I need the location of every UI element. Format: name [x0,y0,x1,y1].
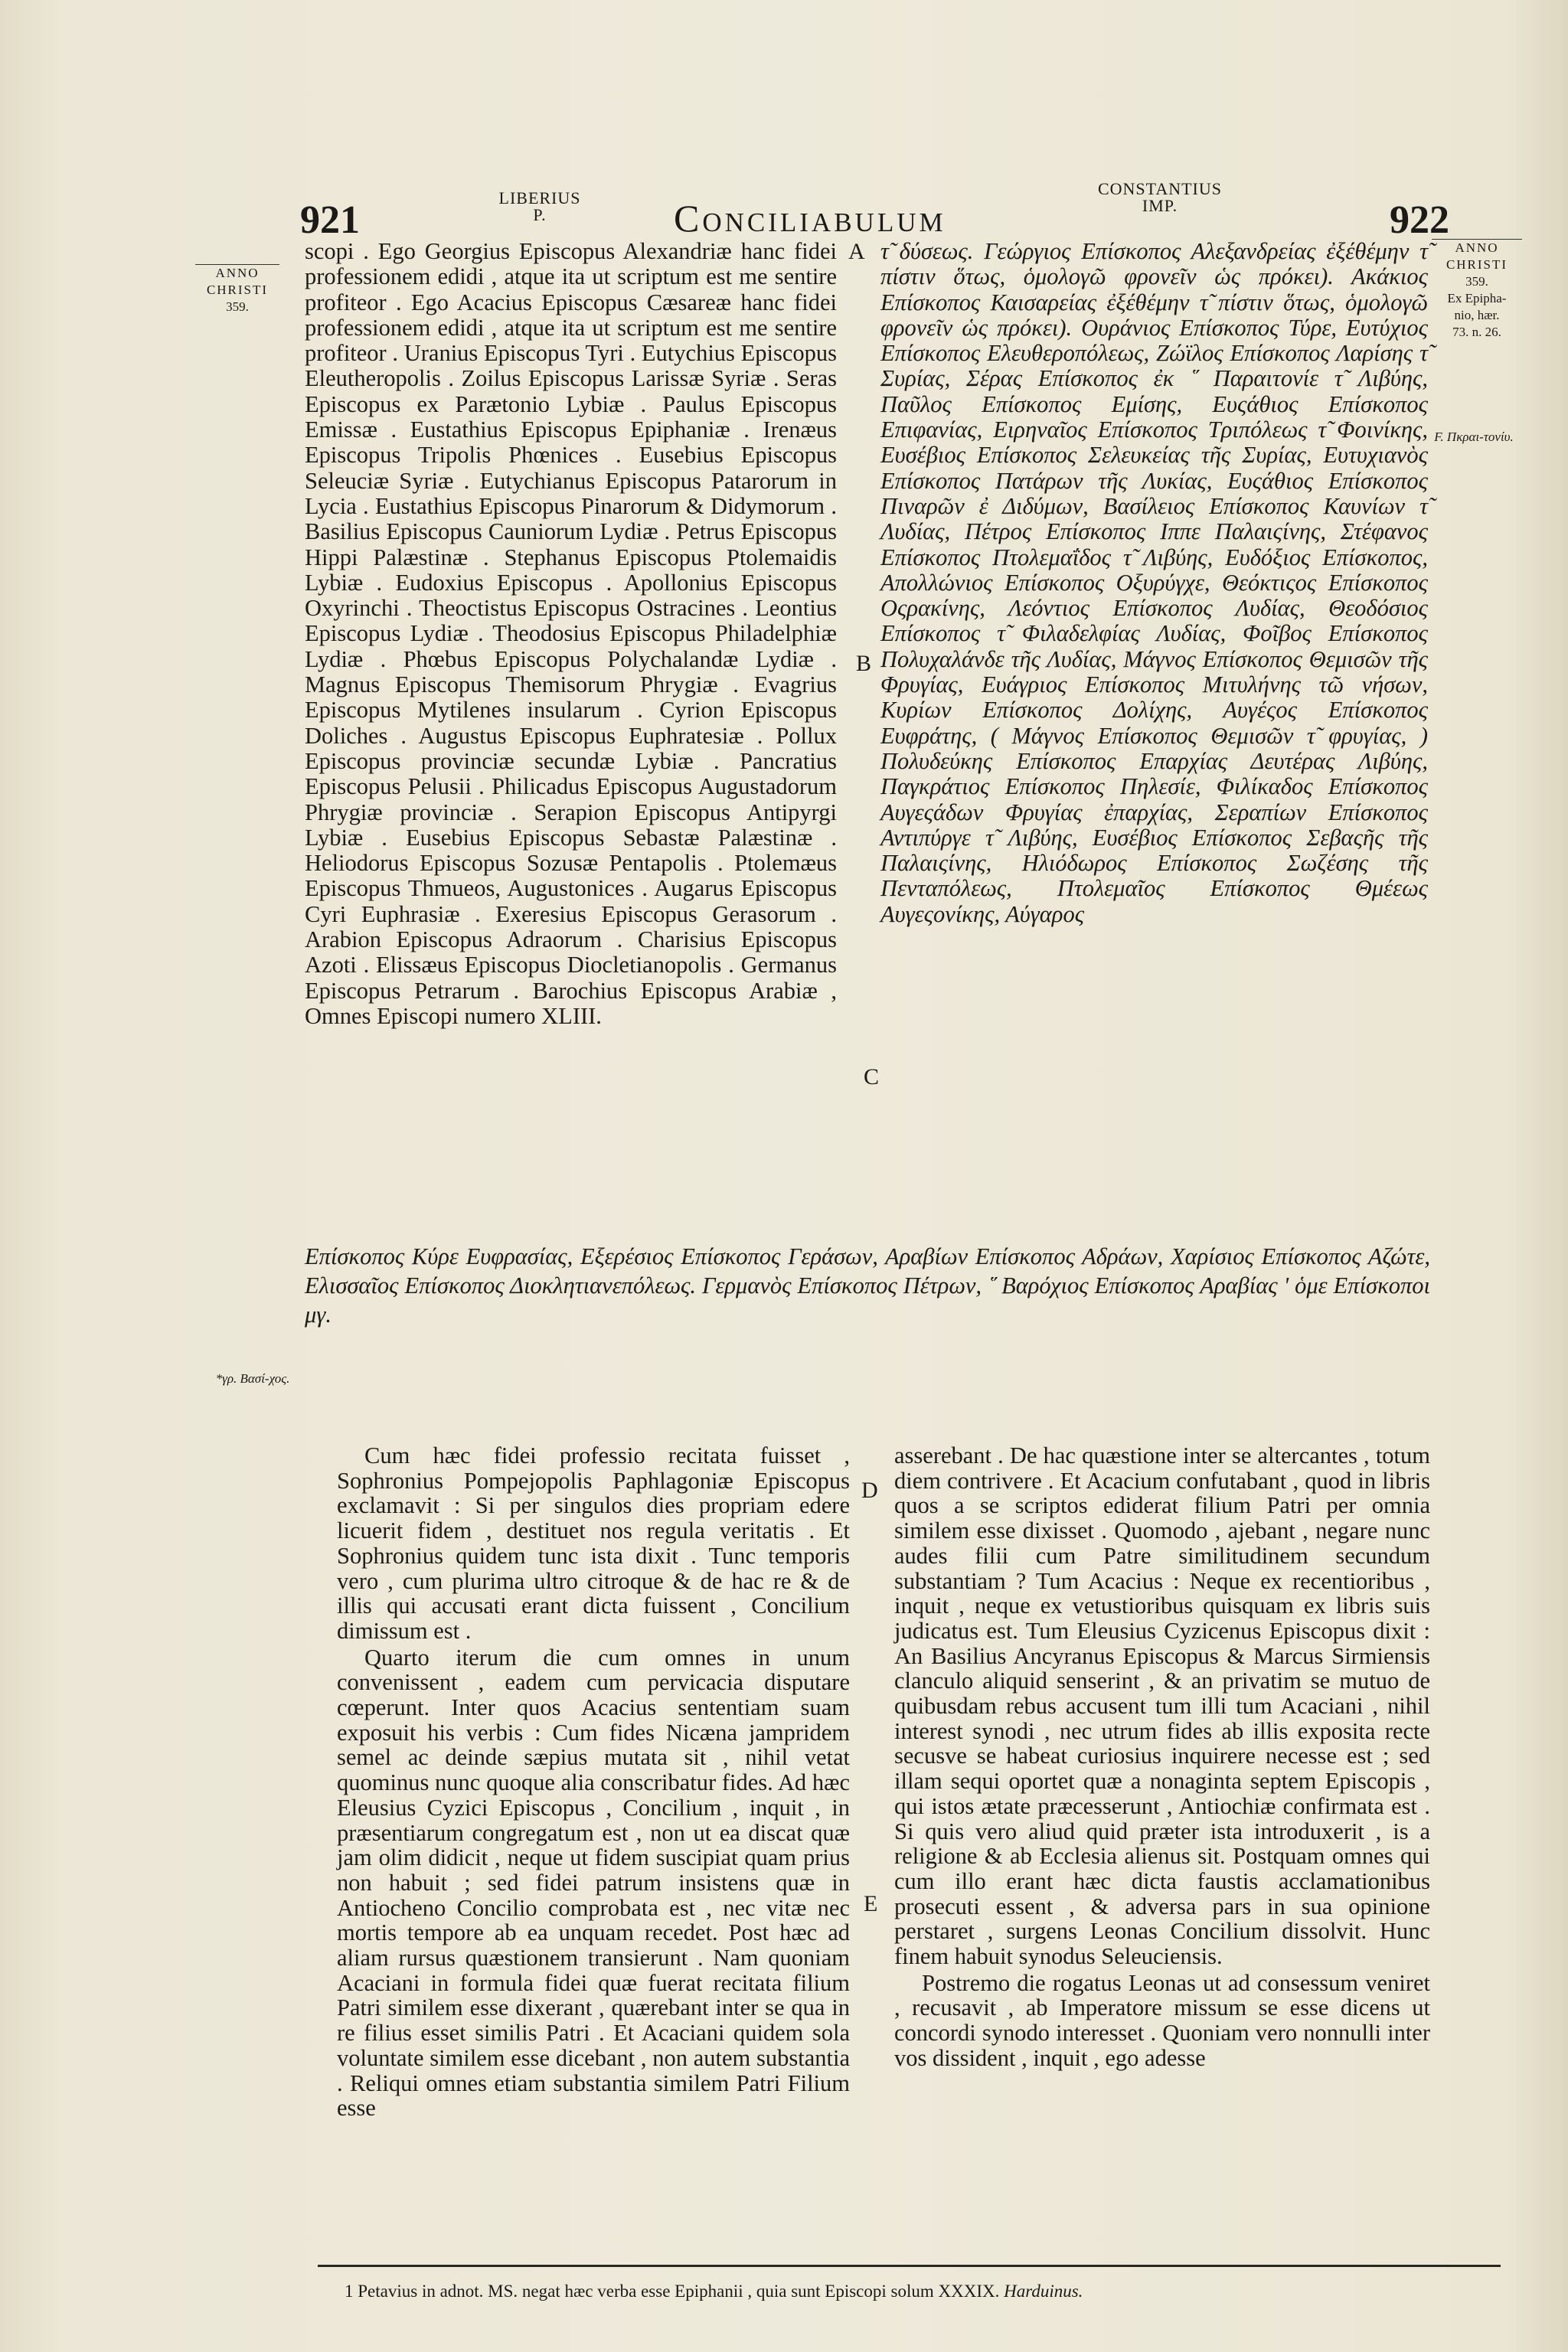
greek-continuation [305,1242,1430,1331]
latin-text: scopi . Ego Georgius Episcopus Alexandriæ hanc fidei professionem edidi , atque ita ut scriptum est me sentire profiteor . Ego Acacius Episcopus Cæsareæ hanc fidei professionem edidi , atque ita ut scriptum est me sentire profiteor . Uranius Episcopus Tyri . Eutychius Episcopus Eleutheropolis . Zoilus Episcopus Larissæ Syriæ . Seras Episcopus ex Parætonio Lybiæ . Paulus Episcopus Emissæ . Eustathius Episcopus Epiphaniæ . Irenæus Episcopus Tripolis Phœnices . Eusebius Episcopus Seleuciæ Syriæ . Eutychianus Episcopus Patarorum in Lycia . Eustathius Episcopus Pinarorum & Didymorum . Basilius Episcopus Cauniorum Lydiæ . Petrus Episcopus Hippi Palæstinæ . Stephanus Episcopus Ptolemaidis Lybiæ . Eudoxius Episcopus . Apollonius Episcopus Oxyrinchi . Theoctistus Episcopus Ostracines . Leontius Episcopus Lydiæ . Theodosius Episcopus Philadelphiæ Lydiæ . Phœbus Episcopus Polychalandæ Lydiæ . Magnus Episcopus Themisorum Phrygiæ . Evagrius Episcopus Mytilenes insularum . Cyrion Episcopus Doliches . Augustus Episcopus Euphratesiæ . Pollux Episcopus provinciæ secundæ Lybiæ . Pancratius Episcopus Pelusii . Philicadus Episcopus Augustadorum Phrygiæ provinciæ . Serapion Episcopus Antipyrgi Lybiæ . Eusebius Episcopus Sebastæ Palæstinæ . Heliodorus Episcopus Sozusæ Pentapolis . Ptolemæus Episcopus Thmueos, Augustonices . Augarus Episcopus Cyri Euphrasiæ . Exeresius Episcopus Gerasorum . Arabion Episcopus Adraorum . Charisius Episcopus Azoti . Elissæus Episcopus Diocletianopolis . Germanus Episcopus Petrarum . Barochius Episcopus Arabiæ , Omnes Episcopi numero XLIII. [305,238,837,1029]
footnote-signature: Harduinus. [1004,2282,1083,2301]
margin-year: 359. [226,299,249,314]
section-letter-d: D [861,1478,878,1503]
header-right-line2: IMP. [1142,196,1178,215]
lower-left-paragraph-1: Cum hæc fidei professio recitata fuisset , Sophronius Pompejopolis Paphlagoniæ Episcopus exclamavit : Si per singulos dies propriam edere licuerit fidem , destituet nos regula veritatis . Et Sophronius quidem tunc ista dixit . Tunc temporis vero , cum plurima ultro citroque & de hac re & de illis qui accusati erant dicta fuissent , Concilium dimissum est . [337,1442,850,1644]
margin-christi: CHRISTI [206,283,269,297]
section-letter-b: B [856,651,872,676]
header-right-line1: CONSTANTIUS [1097,179,1223,198]
running-title: Conciliabulum [674,197,946,240]
right-margin-note [1432,239,1522,341]
lower-left-paragraph-2: Quarto iterum die cum omnes in unum convenissent , eadem cum pervicacia disputare cœperunt. Inter quos Acacius sententiam suam exposuit his verbis : Cum fides Nicæna jampridem semel ac deinde sæpius mutata sit , nihil vetat quominus nunc quoque alia conscribatur fides. Ad hæc Eleusius Cyzici Episcopus , Concilium , inquit , in præsentiarum congregatum est , non ut ea discat quæ jam olim didicit , neque ut fidem suscipiat quam prius non habuit ; sed fidei patrum insistens quæ in Antiocheno Concilio comprobata est , nec vitæ nec mortis tempore ab ea unquam recedet. Post hæc ad aliam rursus quæstionem transierunt . Nam quoniam Acaciani in formula fidei quæ fuerat recitata filium Patri similem esse dixerant , quærebant inter se qua in re filius esset similis Patri . Et Acaciani quidem sola voluntate similem esse dicebant , non autem substantia . Reliqui omnes etiam substantia similem Patri Filium esse [337,1644,850,2122]
lower-right-paragraph-2: Postremo die rogatus Leonas ut ad consessum veniret , recusavit , ab Imperatore missum se esse dicens ut concordi synodo interesset . Quoniam vero nonnulli inter vos dissident , inquit , ego adesse [894,1969,1430,2071]
footnote-rule [318,2265,1501,2267]
margin-christi-right: CHRISTI [1446,257,1508,272]
lower-left-column [337,1443,850,2122]
greek-column-upper [880,239,1428,929]
section-letter-a: A [848,239,865,264]
margin-ex-epiphanio-2: nio, hær. [1454,308,1500,322]
left-page-number: 921 [300,198,360,242]
right-page-number: 922 [1390,198,1449,242]
header-left-name [498,190,582,224]
margin-anno-right: ANNO [1432,239,1522,256]
right-variant-note: F. Πκραι-τονίυ. [1434,430,1514,444]
section-letter-e: E [864,1891,878,1916]
margin-anno: ANNO [195,264,279,282]
lower-right-paragraph-1: asserebant . De hac quæstione inter se altercantes , totum diem contrivere . Et Acacium confutabant , quod in libris quos a se scriptos ediderat filium Patri per omnia similem esse dixisset . Quomodo , ajebant , negare nunc audes filii cum Patre similitudinem secundum substantiam ? Tum Acacius : Neque ex recentioribus , inquit , neque ex vetustioribus quisquam ex libris suis judicatus est. Tum Eleusius Cyzicenus Episcopus dixit : An Basilius Ancyranus Episcopus & Marcus Sirmiensis clanculo aliquid senserint , & an privatim se mutuo de quibusdam rebus accusent tum illi tum Acaciani , nihil interest synodi , nec utrum fides ab illis exposita recte secusve se habeat curiosius inquirere necesse est ; sed illam sequi oportet quæ a nonaginta septem Episcopis , qui istos ætate præcesserunt , Antiochiæ confirmata est . Si quis vero aliud quid præter ista introduxerit , is a religione & ab Ecclesia alienus sit. Postquam omnes qui cum illo erant hæc dicta faustis acclamationibus prosecuti essent , & adversa pars in sua opinione perstaret , surgens Leonas Concilium dissolvit. Hunc finem habuit synodus Seleuciensis. [894,1442,1430,1970]
lower-right-column [894,1443,1430,2073]
latin-column-upper [305,239,837,1031]
greek-text: τ̃ δύσεως. Γεώργιος Επίσκοπος Αλεξανδρείας ἐξέθέμην τ̃ πίστιν ὅτως, ὁμολογῶ φρονεῖν ὡς πρόκει). Ακάκιος Επίσκοπος Καισαρείας ἐξέθέμην τ̃ πίστιν ὅτως, ὁμολογῶ φρονεῖν ὡς πρόκει). Ουράνιος Επίσκοπος Τύρε, Ευτύχιος Επίσκοπος Ελευθεροπόλεως, Ζώϊλος Επίσκοπος Λαρίσης τ̃ Συρίας, Σέρας Επίσκοπος ἐκ ῞ Παραιτονίε τ̃ Λιβύης, Παῦλος Επίσκοπος Εμίσης, Ευςάθιος Επίσκοπος Επιφανίας, Ειρηναῖος Επίσκοπος Τριπόλεως τ̃ Φοινίκης, Ευσέβιος Επίσκοπος Σελευκείας τῆς Συρίας, Ευτυχιανὸς Επίσκοπος Πατάρων τῆς Λυκίας, Ευςάθιος Επίσκοπος Πιναρῶν ἐ Διδύμων, Βασίλειος Επίσκοπος Καυνίων τ̃ Λυδίας, Πέτρος Επίσκοπος Ιππε Παλαιςίνης, Στέφανος Επίσκοπος Πτολεμαΐδος τ̃ Λιβύης, Ευδόξιος Επίσκοπος, Απολλώνιος Επίσκοπος Οξυρύγχε, Θεόκτιςος Επίσκοπος Οςρακίνης, Λεόντιος Επίσκοπος Λυδίας, Θεοδόσιος Επίσκοπος τ̃ Φιλαδελφίας Λυδίας, Φοῖβος Επίσκοπος Πολυχαλάνδε τῆς Λυδίας, Μάγνος Επίσκοπος Θεμισῶν τῆς Φρυγίας, Ευάγριος Επίσκοπος Μιτυλήνης τῶ νήσων, Κυρίων Επίσκοπος Δολίχης, Αυγέςος Επίσκοπος Ευφράτης, ( Μάγνος Επίσκοπος Θεμισῶν τ̃ φρυγίας, ) Πολυδεύκης Επίσκοπος Επαρχίας Δευτέρας Λιβύης, Παγκράτιος Επίσκοπος Πηλεσίε, Φιλίκαδος Επίσκοπος Αυγεςάδων Φρυγίας ἐπαρχίας, Σεραπίων Επίσκοπος Αντιπύργε τ̃ Λιβύης, Ευσέβιος Επίσκοπος Σεβαςῆς τῆς Παλαιςίνης, Ηλιόδωρος Επίσκοπος Σωζέσης τῆς Πενταπόλεως, Πτολεμαῖος Επίσκοπος Θμέεως Αυγεςονίκης, Αύγαρος [880,238,1428,927]
footnote-text: 1 Petavius in adnot. MS. negat hæc verba esse Epiphanii , quia sunt Episcopi solum XXXIX. [345,2282,1000,2301]
header-left-line1: LIBERIUS [498,188,581,207]
margin-year-right: 359. [1465,274,1488,289]
left-variant-note: *γρ. Βασί-χος. [215,1371,290,1386]
margin-ex-epiphanio: Ex Epipha- [1447,291,1507,305]
header-left-line2: P. [533,205,547,224]
margin-haer: 73. n. 26. [1452,325,1501,339]
header-right-name [1064,181,1256,214]
footnote [345,2282,1083,2301]
left-margin-note [195,264,279,315]
section-letter-c: C [864,1064,880,1089]
greek-continuation-text: Επίσκοπος Κύρε Ευφρασίας, Εξερέσιος Επίσκοπος Γεράσων, Αραβίων Επίσκοπος Αδράων, Χαρίσιος Επίσκοπος Αζώτε, Ελισσαῖος Επίσκοπος Διοκλητιανεπόλεως. Γερμανὸς Επίσκοπος Πέτρων, ῞ Βαρόχιος Επίσκοπος Αραβίας ' ὁμε Επίσκοποι μγ. [305,1243,1430,1328]
